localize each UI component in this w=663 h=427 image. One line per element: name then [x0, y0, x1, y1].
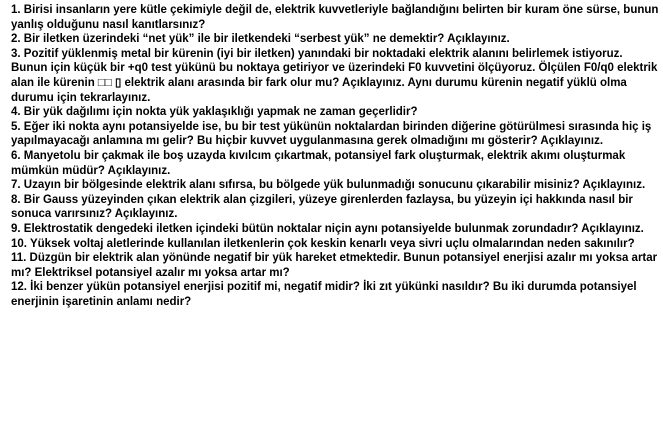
question-3: 3. Pozitif yüklenmiş metal bir kürenin (iyi bir iletken) yanındaki bir noktadaki elektrik alanını belirlemek istiyoruz. Bunun için küçük bir +q0 test yükünü bu noktaya getiriyor ve üzerindeki F0 kuvvetini ölçüyoruz. Ölçülen F0/q0 elektrik alan ile kürenin □□ ▯ elektrik alanı arasında bir fark olur mu? Açıklayınız. Aynı durumu kürenin negatif yüklü olma durumu için tekrarlayınız. — [11, 47, 658, 104]
question-12: 12. İki benzer yükün potansiyel enerjisi pozitif mi, negatif midir? İki zıt yükünki nasıldır? Bu iki durumda potansiyel enerjinin işaretinin anlamı nedir? — [11, 281, 637, 308]
question-10: 10. Yüksek voltaj aletlerinde kullanılan iletkenlerin çok keskin kenarlı veya sivri uçlu olmalarından neden sakınılır? — [11, 237, 635, 250]
question-11: 11. Düzgün bir elektrik alan yönünde negatif bir yük hareket etmektedir. Bunun potansiyel enerjisi azalır mı yoksa artar mı? Elektriksel potansiyel azalır mı yoksa artar mı? — [11, 252, 658, 279]
question-6: 6. Manyetolu bir çakmak ile boş uzayda kıvılcım çıkartmak, potansiyel fark oluşturmak, elektrik akımı oluşturmak mümkün müdür? Açıklayınız. — [11, 149, 626, 177]
question-7: 7. Uzayın bir bölgesinde elektrik alanı sıfırsa, bu bölgede yük bulunmadığı sonucunu çıkarabilir misiniz? Açıklayınız. — [11, 179, 646, 192]
question-8: 8. Bir Gauss yüzeyinden çıkan elektrik alan çizgileri, yüzeye girenlerden fazlaysa, bu yüzeyin içi hakkında nasıl bir sonuca varırsınız? Açıklayınız. — [11, 193, 633, 221]
question-5: 5. Eğer iki nokta aynı potansiyelde ise, bu bir test yükünün noktalardan birinden diğerine götürülmesi sırasında hiç iş yapılmayacağı anlamına mı gelir? Bu hiçbir kuvvet uygulanmasına gerek olmadığını mı gösterir? Açıklayınız. — [11, 120, 652, 148]
question-1: 1. Birisi insanların yere kütle çekimiyle değil de, elektrik kuvvetleriyle bağlandığını belirten bir kuram öne sürse, bunun yanlış olduğunu nasıl kanıtlarsınız? — [11, 4, 659, 31]
question-2: 2. Bir iletken üzerindeki “net yük” ile bir iletkendeki “serbest yük” ne demektir? Açıklayınız. — [11, 33, 510, 46]
question-4: 4. Bir yük dağılımı için nokta yük yaklaşıklığı yapmak ne zaman geçerlidir? — [11, 106, 418, 119]
question-9: 9. Elektrostatik dengedeki iletken içindeki bütün noktalar niçin aynı potansiyelde bulunmak zorundadır? Açıklayınız. — [11, 222, 644, 235]
